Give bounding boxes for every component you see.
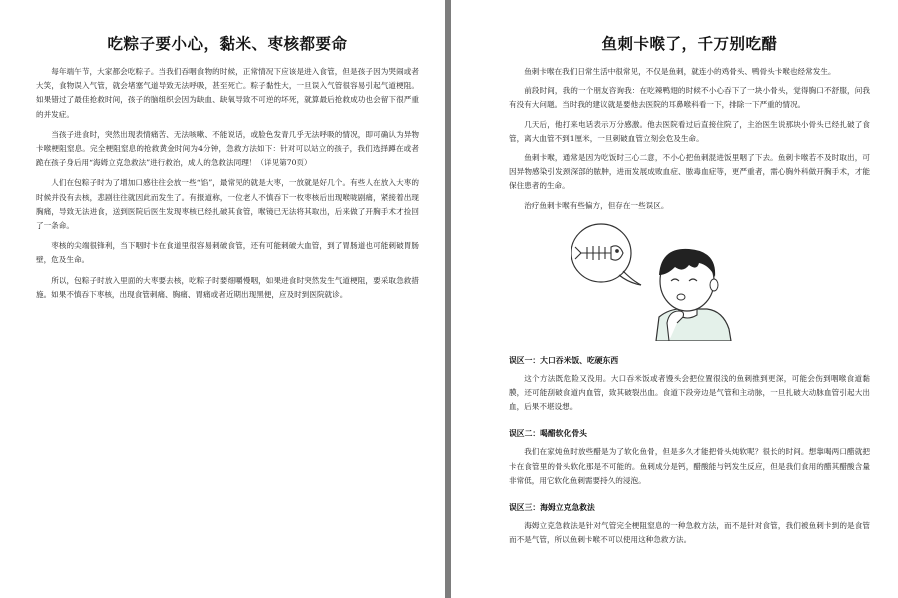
paragraph: 我们在家炖鱼时放些醋是为了软化鱼骨，但是多久才能把骨头炖软呢？很长的时间。想靠喝两口醋就把卡在食管里的骨头软化那是不可能的。鱼刺成分是钙，醋酸能与钙发生反应，但是我们食用的醋其醋酸含量非常低，用它软化鱼刺需要持久的浸泡。 (509, 447, 870, 485)
paragraph: 这个方法既危险又没用。大口吞米饭或者馒头会把位置很浅的鱼刺推到更深，可能会伤到咽喉食道黏膜，还可能刮破食道内血管，致其破裂出血。食道下段旁边是气管和主动脉，一旦扎破大动脉血管引起大出血，后果不堪设想。 (509, 373, 870, 412)
paragraph: 所以，包粽子时放入里面的大枣要去核，吃粽子时要细嚼慢咽，如果进食时突然发生气道梗阻，要采取急救措施。如果不慎吞下枣核，出现食管刺痛、胸痛、胃痛或者近期出现黑便，应及时到医院就诊。 (36, 275, 419, 299)
paragraph: 每年端午节，大家都会吃粽子。当我们吞咽食物的时候，正常情况下应该是进入食管，但是孩子因为哭闹或者大笑，食物误入气管，就会堵塞气道导致无法呼吸，甚至死亡。粽子黏性大，一旦误入气管很容易引起气道梗阻。如果错过了最佳抢救时间，孩子的脑组织会因为缺血、缺氧导致不可逆的坏死，就算最后抢救成功也会留下很严重的并发症。 (36, 67, 419, 119)
myth-heading: 误区二：喝醋软化骨头 (509, 429, 587, 439)
myth-heading: 误区一：大口吞米饭、吃硬东西 (509, 355, 619, 365)
right-page-title: 鱼刺卡喉了，千万别吃醋 (601, 35, 778, 53)
paragraph: 人们在包粽子时为了增加口感往往会放一些“馅”，最常见的就是大枣，一放就是好几个。有些人在放入大枣的时候并没有去核，悲剧往往就因此而发生了。有报道称，一位老人不慎吞下一枚枣核后出现喉咙剧痛，紧接着出现胸痛，导致无法进食，送到医院后医生发现枣核已经扎破其食管，喉镜已无法将其取出，后来做了开胸手术才捡回了一条命。 (36, 178, 419, 231)
thought-bubble (571, 224, 641, 285)
boy-figure (656, 249, 731, 341)
paragraph: 几天后，他打来电话表示万分感激。他去医院看过后直接住院了，主治医生说那块小骨头已经扎破了食管，离大血管不到1厘米，一旦刺破血管立刻会危及生命。 (509, 119, 870, 143)
myth-heading: 误区三：海姆立克急救法 (509, 503, 595, 513)
paragraph: 治疗鱼刺卡喉有些偏方，但存在一些误区。 (524, 200, 669, 210)
choking-boy-illustration (571, 219, 751, 341)
paragraph: 鱼刺卡喉在我们日常生活中很常见，不仅是鱼刺，就连小的鸡骨头、鸭骨头卡喉也经常发生。 (524, 67, 836, 76)
left-page (0, 0, 445, 598)
paragraph: 鱼刺卡喉，通常是因为吃饭时三心二意，不小心把鱼刺混进饭里咽了下去。鱼刺卡喉若不及时取出，可因异物感染引发颈深部的脓肿，进而发展成败血症、脓毒血症等，更严重者，需心胸外科做开胸手术，才能保住患者的生命。 (509, 153, 870, 191)
paragraph: 当孩子进食时，突然出现表情痛苦、无法咳嗽、不能说话，或脸色发青几乎无法呼吸的情况，即可确认为异物卡喉梗阻窒息。完全梗阻窒息的抢救黄金时间为4分钟，急救方法如下：针对可以站立的孩子，我们选择蹲在或者跪在孩子身后用“海姆立克急救法”进行救治，成人的急救法同理！（详见第70页） (36, 129, 419, 168)
paragraph: 枣核的尖端很锋利，当下咽时卡在食道里很容易刺破食管，还有可能刺破大血管，到了胃肠道也可能刺破胃肠壁，危及生命。 (36, 241, 419, 265)
paragraph: 海姆立克急救法是针对气管完全梗阻窒息的一种急救方法，而不是针对食管，我们被鱼刺卡到的是食管而不是气管，所以鱼刺卡喉不可以使用这种急救方法。 (509, 521, 870, 545)
paragraph: 前段时间，我的一个朋友咨询我：在吃辣鸭翅的时候不小心吞下了一块小骨头，觉得胸口不舒服，问我有没有大问题。当时我的建议就是要他去医院的耳鼻喉科看一下，排除一下严重的情况。 (509, 86, 870, 110)
left-page-title: 吃粽子要小心，黏米、枣核都要命 (107, 35, 348, 53)
right-page (451, 0, 898, 598)
